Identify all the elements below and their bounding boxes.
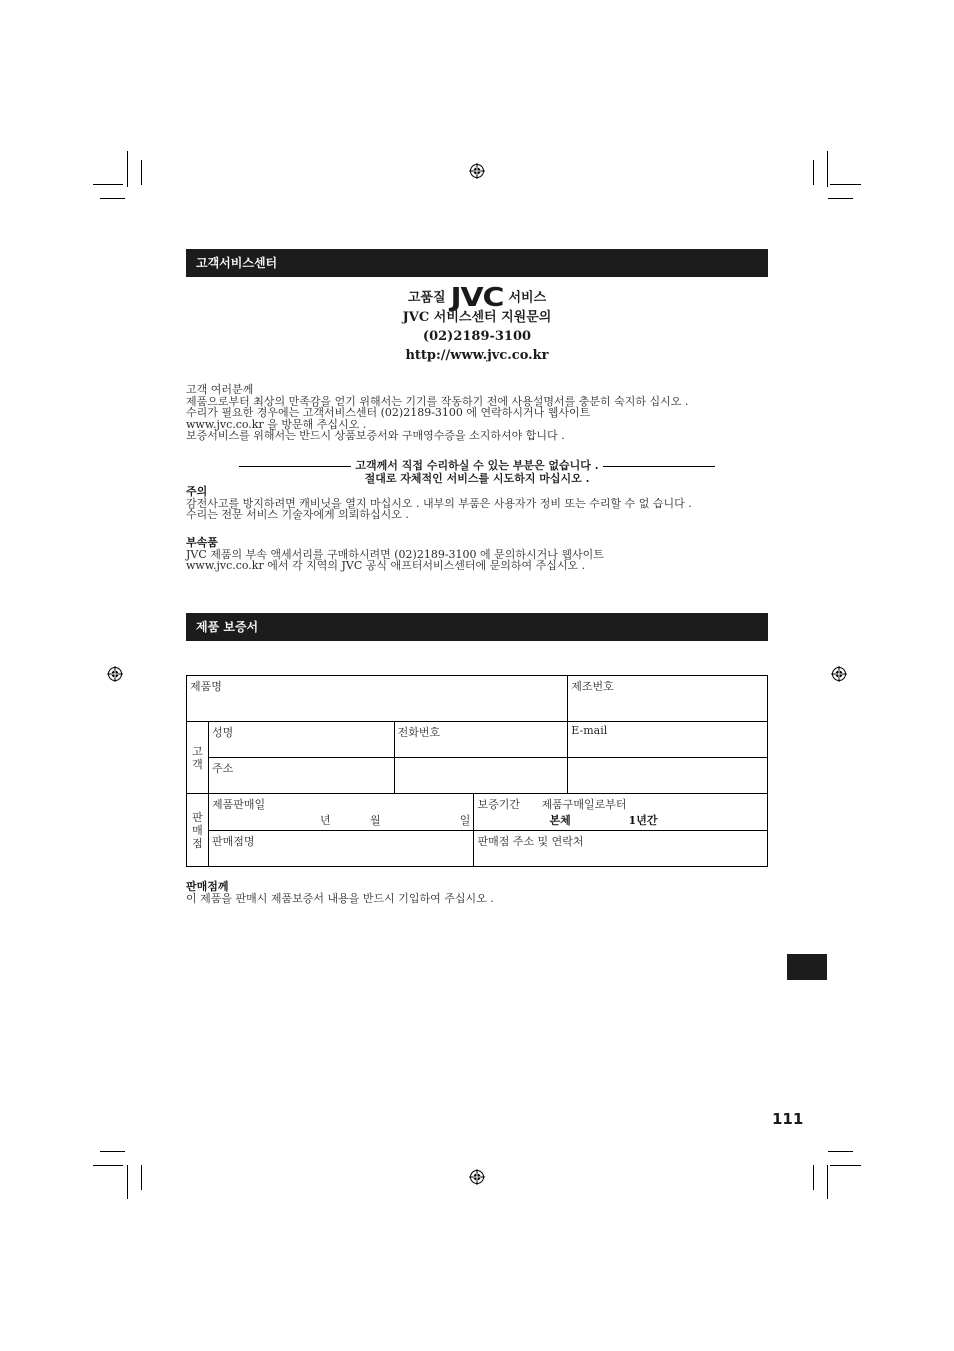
warranty-period-field (474, 794, 768, 831)
crop-mark (813, 1165, 814, 1190)
store-label: 판 매 점 (187, 794, 209, 867)
intro-line: 보증서비스를 위해서는 반드시 상품보증서와 구매영수증을 소지하셔야 합니다 . (186, 429, 565, 442)
service-url: http://www.jvc.co.kr (405, 348, 549, 363)
service-line-post: 서비스 (508, 290, 547, 306)
product-name-field[interactable]: 제품명 (187, 676, 568, 722)
month-label: 월 (369, 814, 381, 827)
intro-line: 수리가 필요한 경우에는 고객서비스센터 (02)2189-3100 에 연락하시거나 웹사이트 (186, 406, 591, 419)
day-label: 일 (459, 814, 471, 827)
registration-mark-icon (831, 666, 847, 682)
page-number: 111 (772, 1110, 804, 1128)
notice-line: 고객께서 직접 수리하실 수 있는 부분은 없습니다 . (355, 459, 599, 472)
crop-mark (93, 1165, 123, 1166)
jvc-logo: JVC (450, 283, 504, 313)
registration-mark-icon (469, 1169, 485, 1185)
accessories-heading: 부속품 (186, 536, 218, 549)
dealer-line: 이 제품을 판매시 제품보증서 내용을 반드시 기입하여 주십시오 . (186, 891, 494, 905)
year-label: 년 (319, 814, 331, 827)
warranty-form (186, 675, 768, 867)
customer-address-field-extra[interactable] (394, 758, 568, 794)
intro-greeting: 고객 여러분께 (186, 383, 254, 396)
accessories-line: www.jvc.co.kr 에서 각 지역의 JVC 공식 애프터서비스센터에 문의하여 주십시오 . (186, 559, 586, 572)
crop-mark (828, 198, 853, 199)
dealer-note (186, 881, 768, 904)
service-phone: (02)2189-3100 (422, 329, 532, 344)
accessories-paragraph (186, 537, 768, 572)
crop-mark (813, 160, 814, 185)
divider (603, 466, 715, 467)
crop-mark (93, 184, 123, 185)
caution-line: 수리는 전문 서비스 기술자에게 의뢰하십시오 . (186, 508, 409, 521)
crop-mark (828, 1151, 853, 1152)
customer-label: 고 객 (187, 722, 209, 794)
warranty-period-label: 보증기간 (477, 798, 520, 811)
crop-mark (830, 184, 861, 185)
from-purchase-label: 제품구매일로부터 (541, 798, 627, 811)
store-name-field[interactable]: 판매점명 (208, 831, 473, 867)
repair-notice (186, 459, 768, 485)
intro-line: 제품으로부터 최상의 만족감을 얻기 위해서는 기기를 작동하기 전에 사용설명서를 충분히 숙지하 십시오 . (186, 394, 689, 408)
divider (239, 466, 351, 467)
service-line-pre: 고품질 (407, 290, 446, 306)
crop-mark (827, 151, 828, 187)
dealer-heading: 판매점께 (186, 880, 229, 893)
serial-number-field[interactable]: 제조번호 (568, 676, 768, 722)
registration-mark-icon (469, 163, 485, 179)
sale-date-label: 제품판매일 (211, 798, 266, 811)
one-year-label: 1년간 (628, 814, 658, 827)
intro-paragraph (186, 384, 768, 442)
intro-line: www.jvc.co.kr 을 방문해 주십시오 . (186, 417, 367, 431)
crop-mark (141, 160, 142, 185)
main-unit-label: 본체 (549, 814, 571, 827)
crop-mark (100, 198, 125, 199)
customer-address-field[interactable]: 주소 (208, 758, 394, 794)
customer-email-field[interactable]: E-mail (568, 722, 768, 758)
sale-date-field[interactable] (208, 794, 473, 831)
customer-phone-field[interactable]: 전화번호 (394, 722, 568, 758)
crop-mark (141, 1165, 142, 1190)
caution-line: 감전사고를 방지하려면 캐비닛을 열지 마십시오 . 내부의 부품은 사용자가 정비 또는 수리할 수 없 습니다 . (186, 496, 692, 510)
crop-mark (827, 1165, 828, 1199)
section-title-customer-service: 고객서비스센터 (186, 249, 768, 277)
section-title-warranty: 제품 보증서 (186, 613, 768, 641)
accessories-line: JVC 제품의 부속 액세서리를 구매하시려면 (02)2189-3100 에 문의하시거나 웹사이트 (186, 547, 604, 561)
crop-mark (100, 1151, 125, 1152)
registration-mark-icon (107, 666, 123, 682)
page-tab-marker (787, 954, 827, 980)
caution-heading: 주의 (186, 485, 208, 498)
service-center-block (186, 283, 768, 365)
crop-mark (830, 1165, 861, 1166)
notice-line: 절대로 자체적인 서비스를 시도하지 마십시오 . (364, 472, 590, 485)
service-center-name: JVC 서비스센터 지원문의 (402, 310, 552, 325)
crop-mark (127, 151, 128, 187)
store-address-field[interactable]: 판매점 주소 및 연락처 (474, 831, 768, 867)
caution-paragraph (186, 486, 768, 521)
customer-name-field[interactable]: 성명 (208, 722, 394, 758)
crop-mark (127, 1165, 128, 1199)
customer-address-field-extra[interactable] (568, 758, 768, 794)
